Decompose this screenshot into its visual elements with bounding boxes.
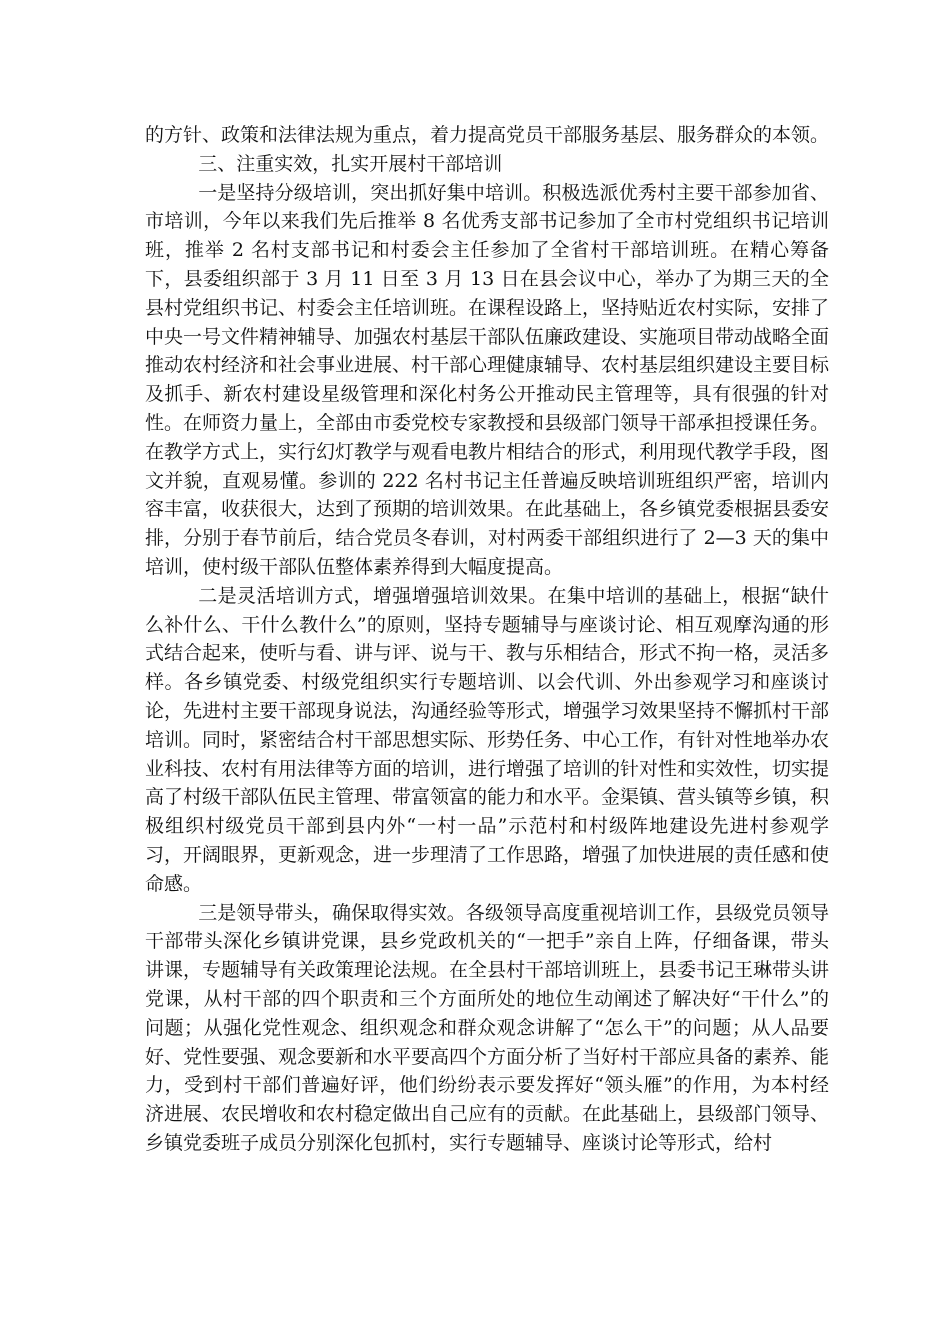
section-heading: 三、注重实效，扎实开展村干部培训 xyxy=(198,152,503,175)
paragraph-flexible-training: 二是灵活培训方式，增强增强培训效果。在集中培训的基础上，根据“缺什么补什么、干什么教什么”的原则，坚持专题辅导与座谈讨论、相互观摩沟通的形式结合起来，使听与看、讲与评、说与干、教与乐相结合，形式不拘一格，灵活多样。各乡镇党委、村级党组织实行专题培训、以会代训、外出参观学习和座谈讨论，先进村主要干部现身说法，沟通经验等形式，增强学习效果坚持不懈抓村干部培训。同时，紧密结合村干部思想实际、形势任务、中心工作，有针对性地举办农业科技、农村有用法律等方面的培训，进行增强了培训的针对性和实效性，切实提高了村级干部队伍民主管理、带富领富的能力和水平。金渠镇、营头镇等乡镇，积极组织村级党员干部到县内外“一村一品”示范村和村级阵地建设先进村参观学习，开阔眼界，更新观念，进一步理清了工作思路，增强了加快进展的责任感和使命感。 xyxy=(145,584,830,895)
document-page xyxy=(145,121,829,1158)
paragraph-leadership: 三是领导带头，确保取得实效。各级领导高度重视培训工作，县级党员领导干部带头深化乡镇讲党课，县乡党政机关的“一把手”亲自上阵，仔细备课，带头讲课，专题辅导有关政策理论法规。在全县村干部培训班上，县委书记王琳带头讲党课，从村干部的四个职责和三个方面所处的地位生动阐述了解决好“干什么”的问题；从强化党性观念、组织观念和群众观念讲解了“怎么干”的问题；从人品要好、党性要强、观念要新和水平要高四个方面分析了当好村干部应具备的素养、能力，受到村干部们普遍好评，他们纷纷表示要发挥好“领头雁”的作用，为本村经济进展、农民增收和农村稳定做出自己应有的贡献。在此基础上，县级部门领导、乡镇党委班子成员分别深化包抓村，实行专题辅导、座谈讨论等形式，给村 xyxy=(145,901,830,1154)
paragraph-tiered-training: 一是坚持分级培训，突出抓好集中培训。积极选派优秀村主要干部参加省、市培训，今年以来我们先后推举 8 名优秀支部书记参加了全市村党组织书记培训班，推举 2 名村支部书记和村委会主任参加了全省村干部培训班。在精心筹备下，县委组织部于 3 月 11 日至 3 月 13 日在县会议中心，举办了为期三天的全县村党组织书记、村委会主任培训班。在课程设路上，坚持贴近农村实际，安排了中央一号文件精神辅导、加强农村基层干部队伍廉政建设、实施项目带动战略全面推动农村经济和社会事业进展、村干部心理健康辅导、农村基层组织建设主要目标及抓手、新农村建设星级管理和深化村务公开推动民主管理等，具有很强的针对性。在师资力量上，全部由市委党校专家教授和县级部门领导干部承担授课任务。在教学方式上，实行幻灯教学与观看电教片相结合的形式，利用现代教学手段，图文并貌，直观易懂。参训的 222 名村书记主任普遍反映培训班组织严密，培训内容丰富，收获很大，达到了预期的培训效果。在此基础上，各乡镇党委根据县委安排，分别于春节前后，结合党员冬春训，对村两委干部组织进行了 2—3 天的集中培训，使村级干部队伍整体素养得到大幅度提高。 xyxy=(145,181,830,578)
paragraph-continuation: 的方针、政策和法律法规为重点，着力提高党员干部服务基层、服务群众的本领。 xyxy=(145,124,830,146)
